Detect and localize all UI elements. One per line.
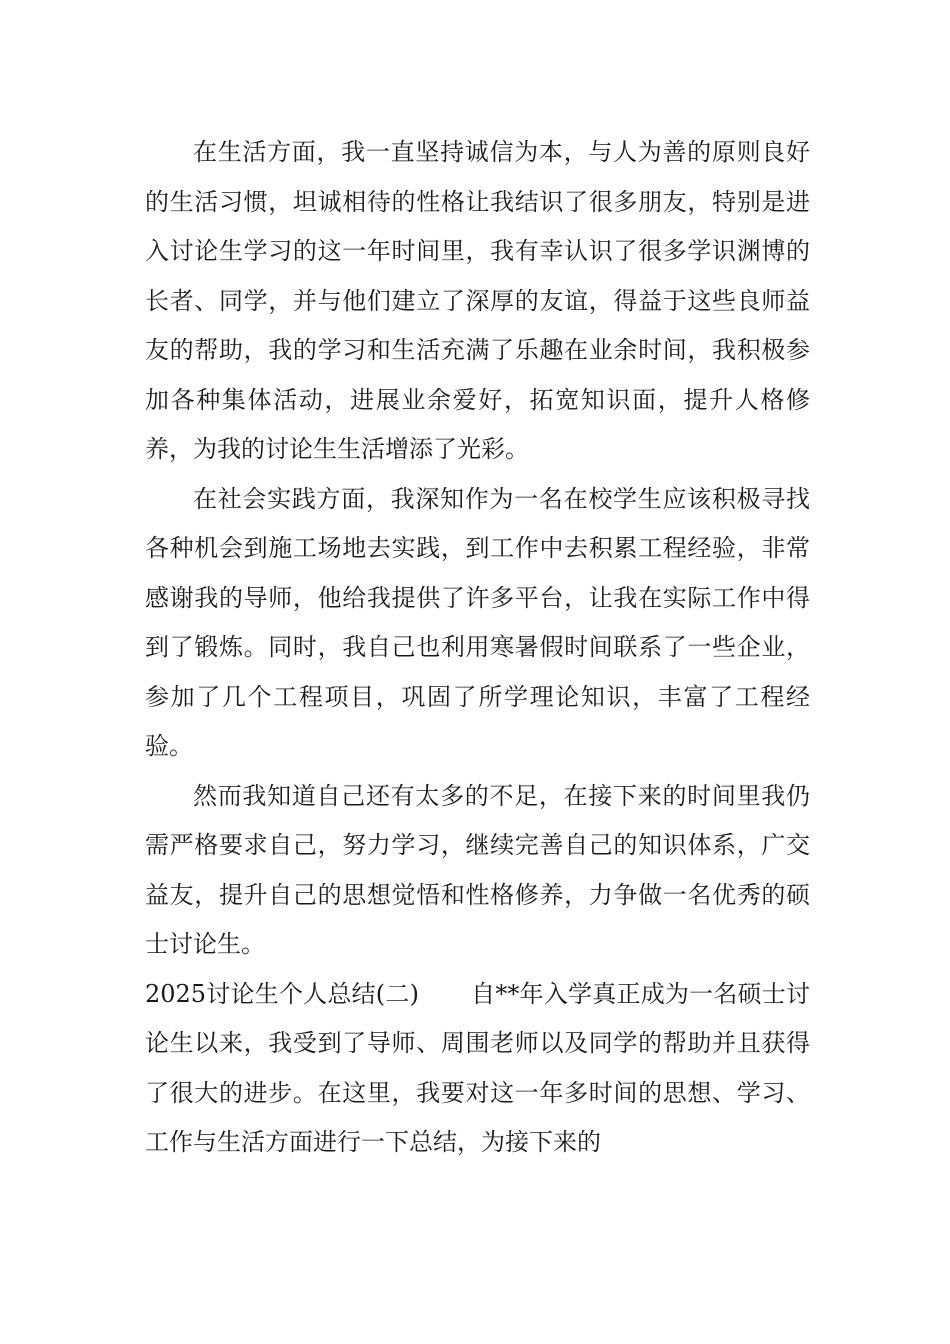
paragraph-shortcomings: 然而我知道自己还有太多的不足，在接下来的时间里我仍需严格要求自己，努力学习，继续完善自己的知识体系，广交益友，提升自己的思想觉悟和性格修养，力争做一名优秀的硕士讨论生。 [145,781,810,958]
paragraph-life: 在生活方面，我一直坚持诚信为本，与人为善的原则良好的生活习惯，坦诚相待的性格让我结识了很多朋友，特别是进入讨论生学习的这一年时间里，我有幸认识了很多学识渊博的长者、同学，并与他们建立了深厚的友谊，得益于这些良师益友的帮助，我的学习和生活充满了乐趣在业余时间，我积极参加各种集体活动，进展业余爱好，拓宽知识面，提升人格修养，为我的讨论生生活增添了光彩。 [145,138,810,463]
paragraph-summary-two [145,970,810,1168]
summary-two-text: 自**年入学真正成为一名硕士讨论生以来，我受到了导师、周围老师以及同学的帮助并且获得了很大的进步。在这里，我要对这一年多时间的思想、学习、工作与生活方面进行一下总结，为接下来的 [145,979,810,1156]
section-heading: 2025讨论生个人总结(二) [145,979,419,1008]
paragraph-social-practice: 在社会实践方面，我深知作为一名在校学生应该积极寻找各种机会到施工场地去实践，到工作中去积累工程经验，非常感谢我的导师，他给我提供了许多平台，让我在实际工作中得到了锻炼。同时，我自己也利用寒暑假时间联系了一些企业，参加了几个工程项目，巩固了所学理论知识，丰富了工程经验。 [145,484,810,760]
document-body [145,128,810,1168]
